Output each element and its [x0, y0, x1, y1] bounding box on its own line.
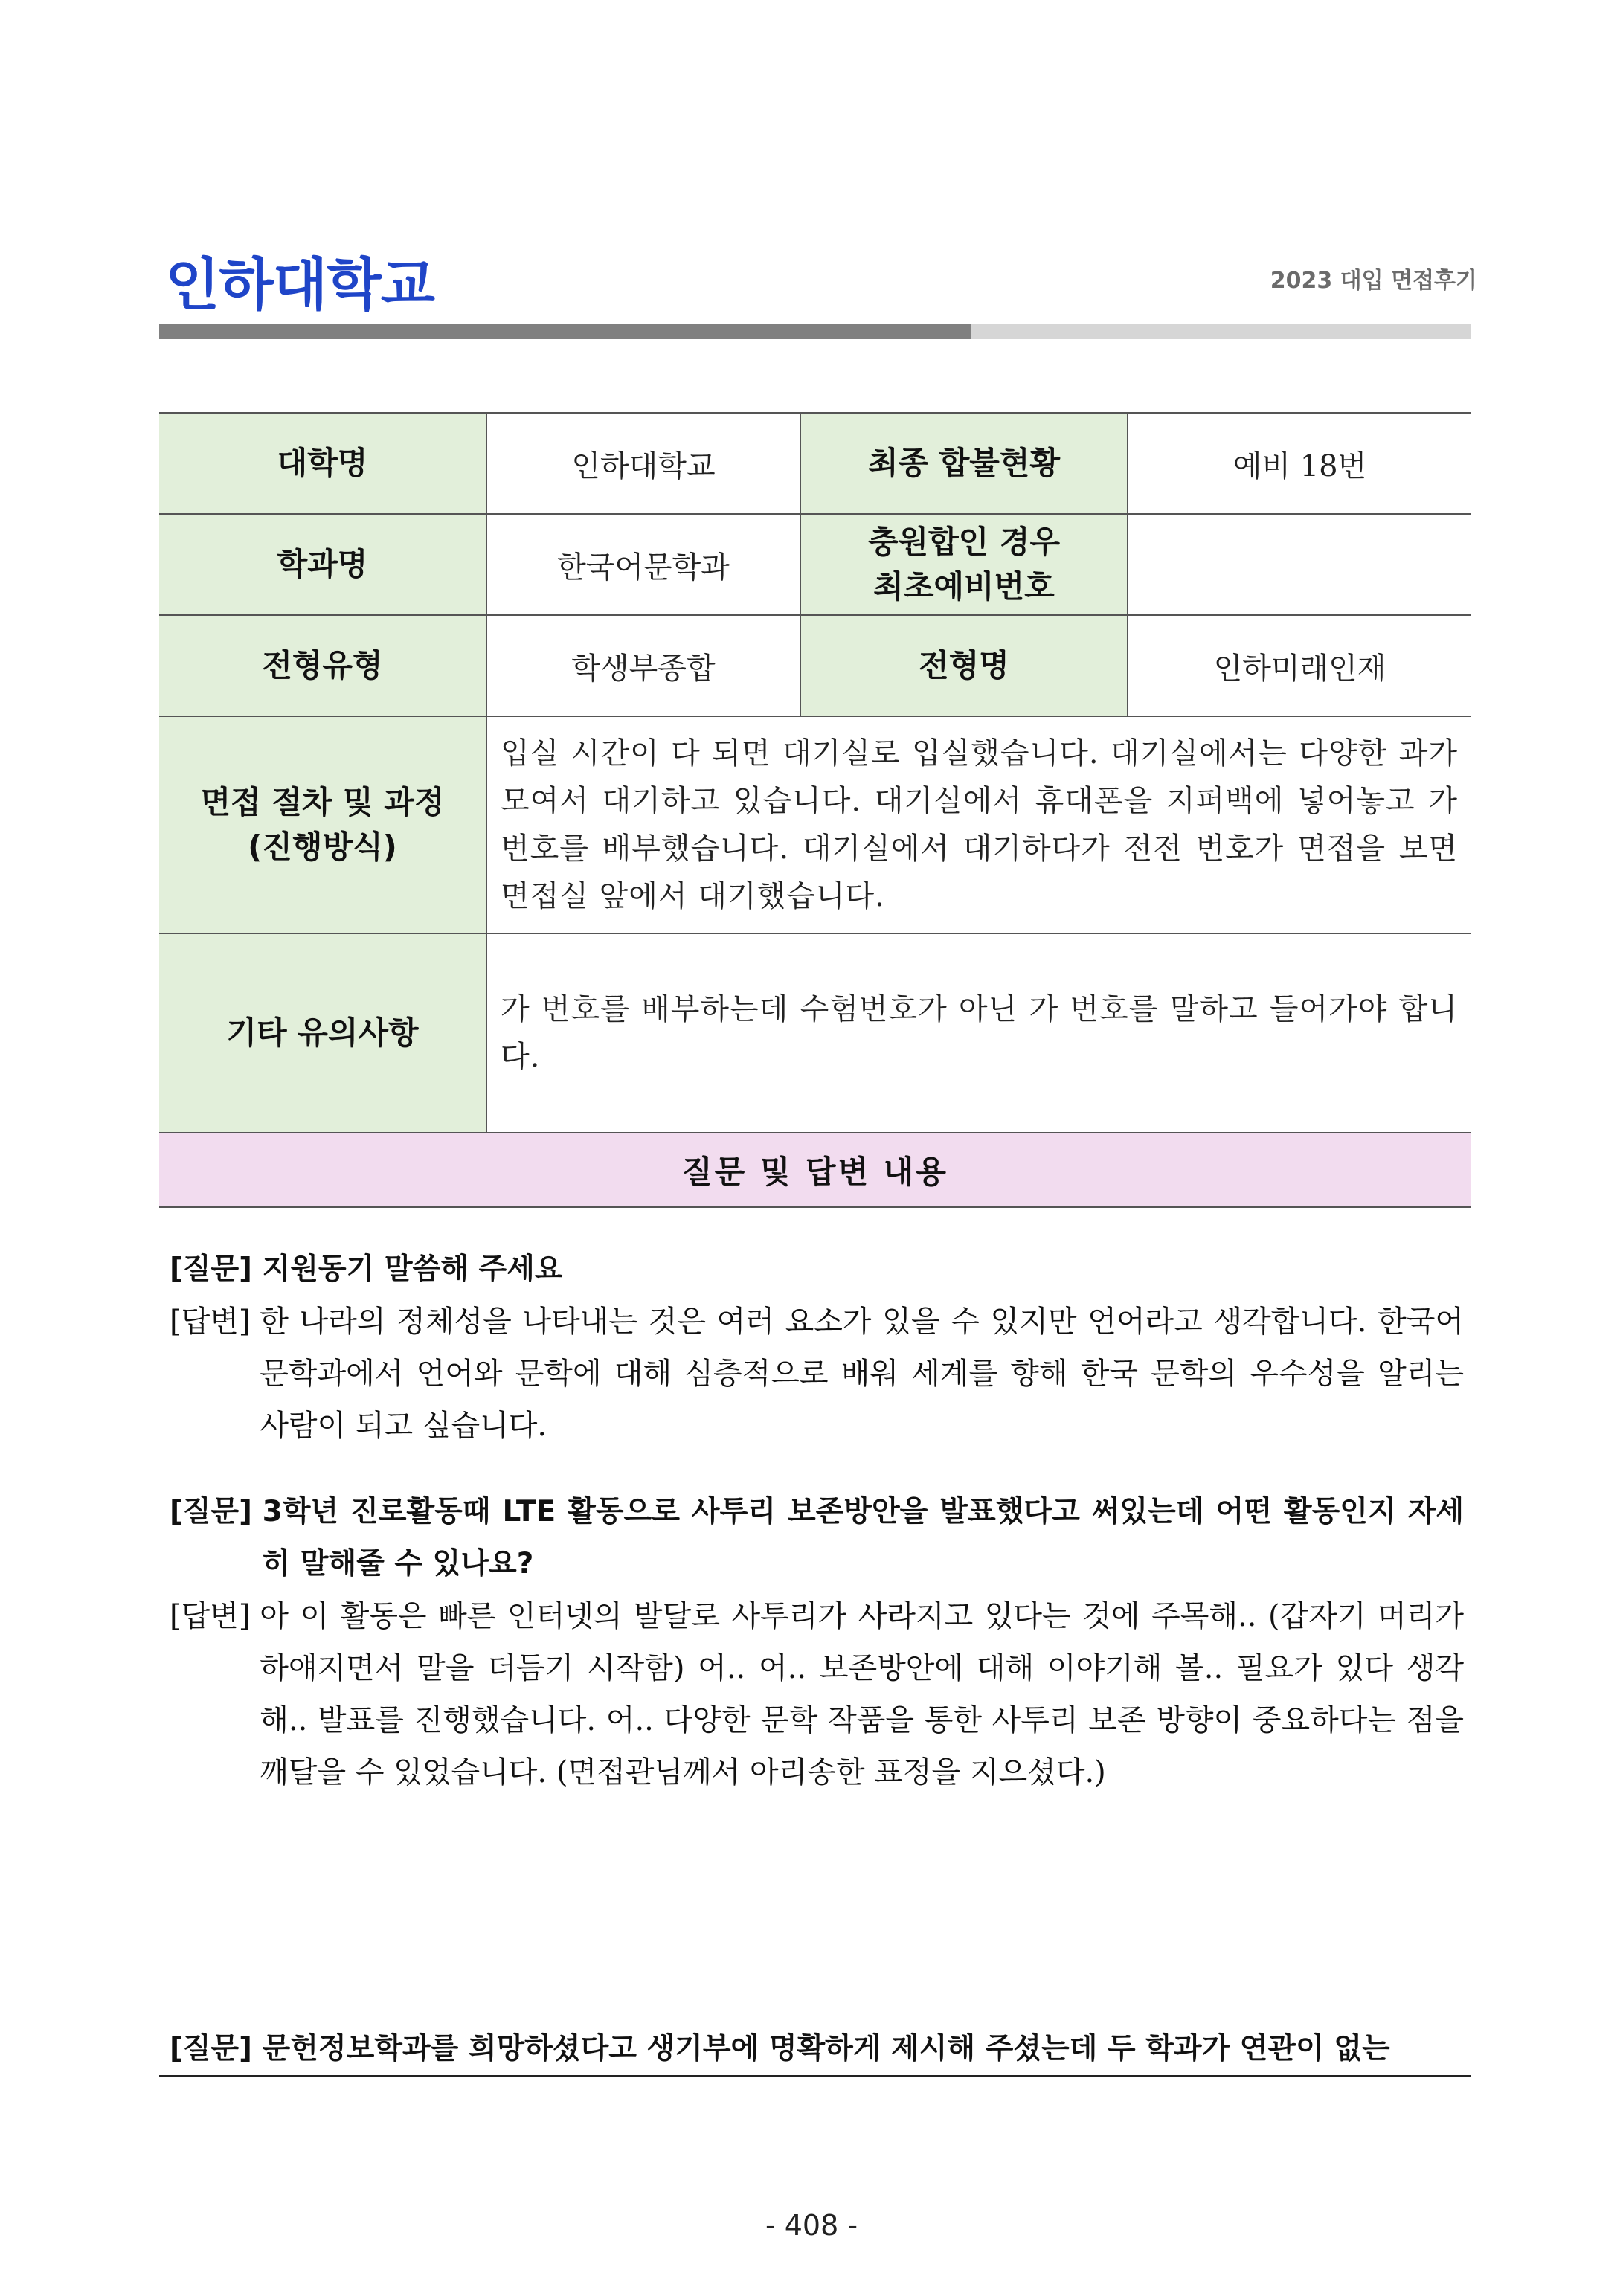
qa-block-3 [159, 2023, 1471, 2077]
header-rule-dark [159, 324, 971, 339]
document-subtitle: 2023 대입 면접후기 [1270, 268, 1477, 294]
admission-name-value: 인하미래인재 [1128, 615, 1471, 716]
qa-block-2 [170, 1486, 1464, 1798]
answer-row [170, 1296, 1464, 1452]
waitlist-label-line1: 충원합인 경우 [867, 524, 1061, 560]
waitlist-label-line2: 최초예비번호 [873, 568, 1055, 605]
question-tag: [질문] [170, 1252, 263, 1286]
page-title: 인하대학교 [165, 251, 435, 318]
waitlist-value [1128, 514, 1471, 615]
question-row [170, 1244, 1464, 1296]
procedure-label-line2: (진행방식) [248, 829, 397, 865]
notes-label: 기타 유의사항 [159, 933, 486, 1133]
answer-tag: [답변] [170, 1599, 260, 1633]
admission-type-value: 학생부종합 [486, 615, 800, 716]
result-value: 예비 18번 [1128, 413, 1471, 514]
procedure-text: 입실 시간이 다 되면 대기실로 입실했습니다. 대기실에서는 다양한 과가 모여서 대기하고 있습니다. 대기실에서 휴대폰을 지퍼백에 넣어놓고 가번호를 배부했습니다. 대기실에서 대기하다가 전전 번호가 면접을 보면 면접실 앞에서 대기했습니다. [486, 716, 1471, 933]
info-table [159, 412, 1471, 1208]
answer-text: 아 이 활동은 빠른 인터넷의 발달로 사투리가 사라지고 있다는 것에 주목해.. (갑자기 머리가 하얘지면서 말을 더듬기 시작함) 어.. 어.. 보존방안에 대해 이야기해 볼.. 필요가 있다 생각해.. 발표를 진행했습니다. 어.. 다양한 문학 작품을 통한 사투리 보존 방향이 중요하다는 점을 깨달을 수 있었습니다. (면접관님께서 아리송한 표정을 지으셨다.) [260, 1599, 1464, 1789]
question-tag: [질문] [170, 1495, 263, 1528]
question-tag: [질문] [170, 2032, 263, 2065]
answer-text: 한 나라의 정체성을 나타내는 것은 여러 요소가 있을 수 있지만 언어라고 생각합니다. 한국어문학과에서 언어와 문학에 대해 심층적으로 배워 세계를 향해 한국 문학의 우수성을 알리는 사람이 되고 싶습니다. [260, 1305, 1464, 1443]
answer-row [170, 1590, 1464, 1798]
table-row [159, 716, 1471, 933]
qa-block-1 [170, 1244, 1464, 1452]
table-row [159, 933, 1471, 1133]
result-label: 최종 합불현황 [800, 413, 1128, 514]
university-value: 인하대학교 [486, 413, 800, 514]
procedure-label [159, 716, 486, 933]
waitlist-label [800, 514, 1128, 615]
admission-type-label: 전형유형 [159, 615, 486, 716]
procedure-label-line1: 면접 절차 및 과정 [200, 784, 445, 820]
page-number: - 408 - [765, 2209, 858, 2242]
admission-name-label: 전형명 [800, 615, 1128, 716]
table-row [159, 1133, 1471, 1207]
notes-text: 가 번호를 배부하는데 수험번호가 아닌 가 번호를 말하고 들어가야 합니다. [486, 933, 1471, 1133]
header-rule-light [971, 324, 1471, 339]
question-row [170, 1486, 1464, 1590]
question-text: 문헌정보학과를 희망하셨다고 생기부에 명확하게 제시해 주셨는데 두 학과가 연관이 없는 [262, 2032, 1390, 2065]
department-label: 학과명 [159, 514, 486, 615]
department-value: 한국어문학과 [486, 514, 800, 615]
qa-section-header: 질문 및 답변 내용 [159, 1133, 1471, 1207]
answer-tag: [답변] [170, 1305, 260, 1339]
question-row [159, 2023, 1471, 2075]
table-row [159, 413, 1471, 514]
question-text: 3학년 진로활동때 LTE 활동으로 사투리 보존방안을 발표했다고 써있는데 어떤 활동인지 자세히 말해줄 수 있나요? [262, 1495, 1464, 1580]
table-row [159, 514, 1471, 615]
table-row [159, 615, 1471, 716]
question-text: 지원동기 말씀해 주세요 [262, 1252, 563, 1286]
university-label: 대학명 [159, 413, 486, 514]
